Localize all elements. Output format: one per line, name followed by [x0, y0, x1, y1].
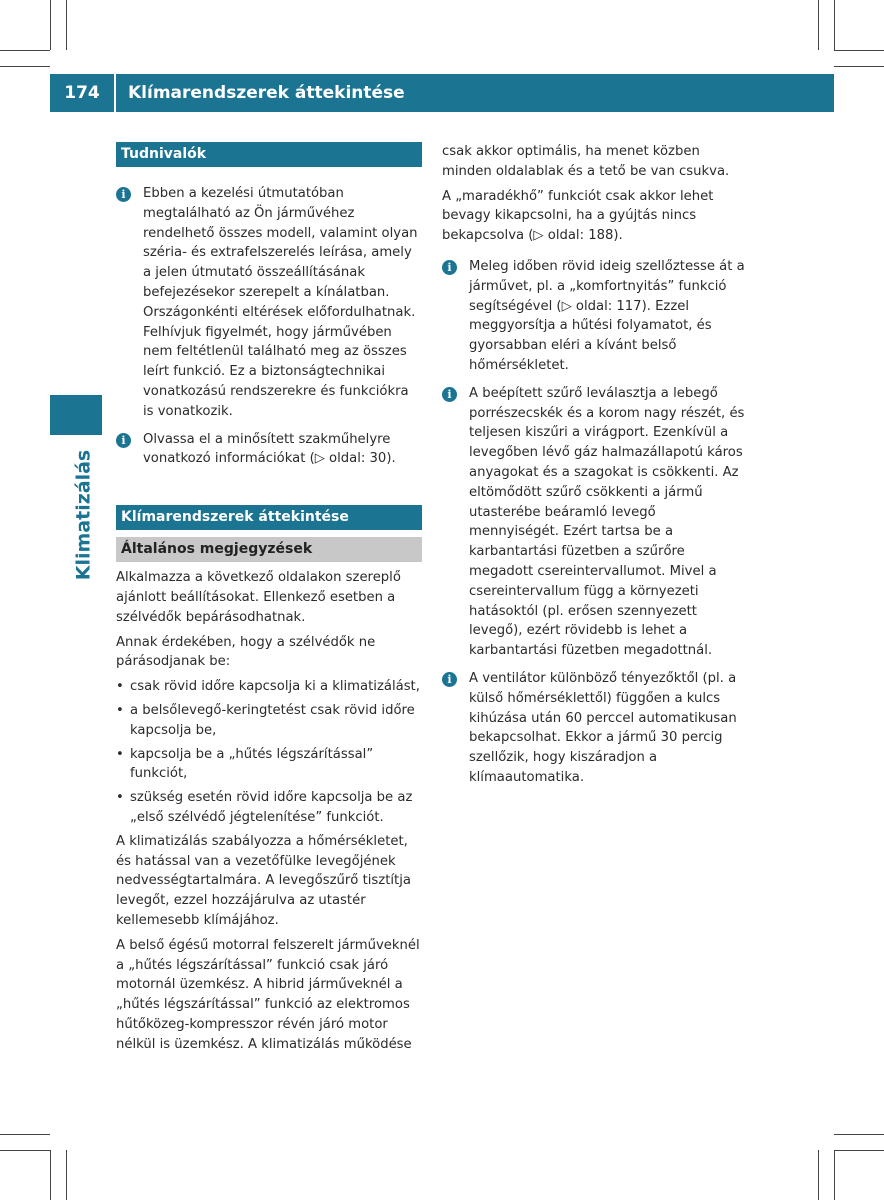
crop-mark: [818, 0, 819, 50]
bullet-dot: •: [116, 702, 124, 718]
section-heading-tudnivalok: Tudnivalók: [116, 142, 422, 167]
header-divider: [114, 74, 116, 112]
chapter-tab: [50, 395, 102, 435]
note-text: A beépített szűrő leválasztja a lebegő porrészecskék és a korom nagy részét, és teljesen kiszűri a virágport. Ezenkívül a levegőben lévő gáz halmazállapotú káros anyagokat és a szagokat is csökkenti. Az eltömődött szűrő csökkenti a jármű utasterébe beáramló levegő mennyiségét. Ezért tartsa be a karbantartási füzetben a szűrőre megadott csereintervallumot. Mivel a csereintervallum függ a környezeti hatásoktól (pl. erősen szennyezett levegő), ezért rövidebb is lehet a karbantartási füzetben megadottnál.: [469, 385, 745, 659]
chapter-label-text: Klimatizálás: [72, 449, 94, 581]
info-icon: i: [442, 260, 457, 275]
list-item: [116, 788, 422, 828]
note-text: Ebben a kezelési útmutatóban megtalálható az Ön járművéhez rendelhető összes modell, valamint olyan széria- és extrafelszerelés leírása, amely a jelen útmutató összeállításának befejezésekor szerepelt a kínálatban. Országonkénti eltérések előfordulhatnak. Felhívjuk figyelmét, hogy járművében nem feltétlenül található meg az összes leírt funkció. Ez a biztonságtechnikai vonatkozású rendszerekre és funkciókra is vonatkozik.: [143, 186, 418, 419]
crop-mark: [66, 0, 67, 50]
crop-mark: [834, 0, 835, 50]
left-column: [116, 142, 422, 1059]
crop-mark: [0, 1134, 50, 1135]
note-text: Olvassa el a minősített szakműhelyre vonatkozó információkat (▷ oldal: 30).: [143, 431, 396, 467]
crop-mark: [50, 1150, 51, 1200]
bullet-dot: •: [116, 679, 124, 695]
paragraph: A „maradékhő” funkciót csak akkor lehet bevagy kikapcsolni, ha a gyújtás nincs bekapcsolva (▷ oldal: 188).: [442, 188, 714, 244]
paragraph: A belső égésű motorral felszerelt járműveknél a „hűtés légszárítással” funkció csak járó motornál üzemkész. A hibrid járműveknél a „hűtés légszárítással” funkció az elektromos hűtőközeg-kompresszor révén járó motor nélkül is üzemkész. A klimatizálás működése: [116, 937, 420, 1052]
list-item-text: szükség esetén rövid időre kapcsolja be az „első szélvédő jégtelenítése” funkciót.: [130, 790, 413, 825]
crop-mark: [0, 1150, 50, 1151]
crop-mark: [834, 66, 884, 67]
crop-mark: [50, 0, 51, 50]
paragraph: Annak érdekében, hogy a szélvédők ne párásodjanak be:: [116, 634, 376, 670]
list-item-text: a belsőlevegő-keringtetést csak rövid időre kapcsolja be,: [130, 702, 415, 738]
list-item-text: csak rövid időre kapcsolja ki a klimatizálást,: [130, 679, 420, 695]
crop-mark: [0, 66, 50, 67]
note-text: Meleg időben rövid ideig szellőztesse át a járművet, pl. a „komfortnyitás” funkció segítségével (▷ oldal: 117). Ezzel meggyorsítja a hűtési folyamatot, és gyorsabban eléri a kívánt belső hőmérsékletet.: [469, 258, 745, 373]
info-icon: i: [442, 387, 457, 402]
info-note: [116, 430, 422, 470]
subsection-heading: Általános megjegyzések: [116, 537, 422, 562]
info-note: [116, 184, 422, 422]
paragraph: A klimatizálás szabályozza a hőmérsékletet, és hatással van a vezetőfülke levegőjének nedvességtartalmára. A levegőszűrő tisztítja levegőt, ezzel hozzájárulva az utastér kellemesebb klímájához.: [116, 833, 411, 928]
crop-mark: [834, 1150, 884, 1151]
list-item-text: kapcsolja be a „hűtés légszárítással” funkciót,: [130, 746, 374, 782]
list-item: [116, 745, 422, 785]
list-item: [116, 677, 422, 697]
list-item: [116, 701, 422, 741]
paragraph: csak akkor optimális, ha menet közben minden oldalablak és a tető be van csukva.: [442, 144, 730, 179]
crop-mark: [834, 1150, 835, 1200]
info-note: [442, 257, 748, 376]
info-note: [442, 669, 748, 788]
crop-mark: [66, 1150, 67, 1200]
crop-mark: [834, 50, 884, 51]
crop-mark: [818, 1150, 819, 1200]
page-number: 174: [64, 83, 100, 103]
chapter-label: [63, 450, 103, 580]
bullet-dot: •: [116, 746, 124, 762]
crop-mark: [0, 50, 50, 51]
info-icon: i: [442, 672, 457, 687]
right-column: [442, 142, 748, 796]
info-note: [442, 384, 748, 661]
bullet-dot: •: [116, 790, 124, 806]
section-heading-overview: Klímarendszerek áttekintése: [116, 505, 422, 530]
page-title: Klímarendszerek áttekintése: [128, 83, 405, 103]
note-text: A ventilátor különböző tényezőktől (pl. a külső hőmérséklettől) függően a kulcs kihúzása után 60 perccel automatikusan bekapcsolhat. Ekkor a jármű 30 percig szellőzik, hogy kiszáradjon a klímaautomatika.: [469, 670, 737, 785]
info-icon: i: [116, 433, 131, 448]
info-icon: i: [116, 187, 131, 202]
paragraph: Alkalmazza a következő oldalakon szereplő ajánlott beállításokat. Ellenkező esetben a szélvédők bepárásodhatnak.: [116, 570, 401, 625]
crop-mark: [834, 1134, 884, 1135]
